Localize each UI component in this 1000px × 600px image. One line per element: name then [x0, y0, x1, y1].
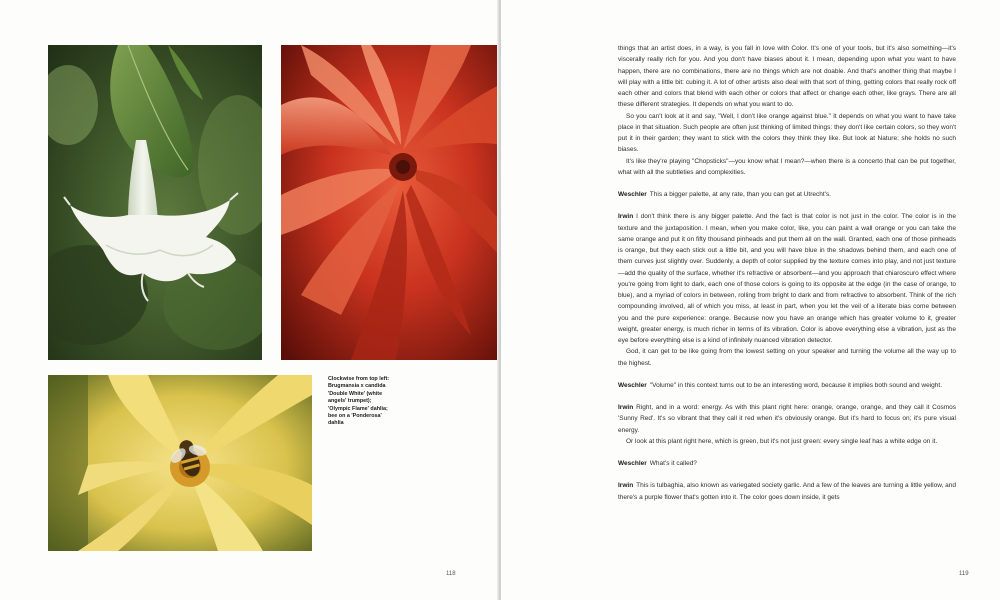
text-paragraph [618, 380, 956, 391]
bee-dahlia-photo [48, 375, 312, 551]
paragraph-text: This is tulbaghia, also known as variegated society garlic. And a few of the leaves are turning a little yellow, and there's a purple flower that's gotten into it. The color goes down inside, it gets [618, 482, 956, 501]
paragraph-text: God, it can get to be like going from the lowest setting on your speaker and turning the volume all the way up to the highest. [618, 348, 956, 367]
interview-text [618, 43, 956, 503]
paragraph-text: Or look at this plant right here, which is green, but it's not just green: every single leaf has a white edge on it. [626, 437, 938, 445]
speaker-name: Weschler [618, 460, 647, 467]
text-paragraph [618, 480, 956, 503]
text-paragraph [618, 458, 956, 469]
text-paragraph [618, 189, 956, 200]
paragraph-text: This a bigger palette, at any rate, than you can get at Utrecht's. [649, 191, 831, 198]
paragraph-text: So you can't look at it and say, "Well, I don't like orange against blue." It depends on what you want to have take place in that situation. Such people are often just thinking of limited things: they don't like certain colors, so they won't put it in their garden; they want to stick with the colors they think they like. But look at Nature: she holds no such biases. [618, 112, 956, 154]
page-number-left: 118 [446, 571, 456, 577]
text-paragraph [618, 402, 956, 436]
paragraph-text: Right, and in a word: energy. As with this plant right here: orange, orange, orange, and they call it Cosmos 'Sunny Red'. It's so vibrant that they call it red when it's obviously orange. But it's hard to focus on; it's pure visual energy. [618, 404, 956, 434]
right-page [501, 0, 1000, 600]
paragraph-text: "Volume" in this context turns out to be an interesting word, because it implies both sound and weight. [649, 381, 943, 389]
speaker-name: Irwin [618, 482, 634, 490]
speaker-name: Irwin [618, 404, 634, 411]
speaker-name: Weschler [618, 191, 647, 198]
text-paragraph [618, 211, 956, 346]
speaker-name: Weschler [618, 381, 647, 389]
page-number-right: 119 [959, 571, 969, 577]
text-paragraph [618, 156, 956, 179]
paragraph-text: It's like they're playing "Chopsticks"—you know what I mean?—when there is a concerto that can be put together, what with all the subtleties and complexities. [618, 157, 956, 176]
text-paragraph [618, 436, 956, 447]
photo-caption: Clockwise from top left: Brugmansia x candida 'Double White' (white angels' trumpet); 'Olympic Flame' dahlia; bee on a 'Ponderosa' dahlia [328, 376, 390, 427]
paragraph-text: things that an artist does, in a way, is you fall in love with Color. It's one of your tools, but it's also something—it's viscerally really rich for you. And you don't have biases about it. I mean, depending upon what you want to have happen, there are no combinations, there are no things which are not doable. And that's another thing that maybe I will play with a little bit: cubing it. A lot of other artists also deal with that sort of thing, getting colors that really rock off each other and colors that blend with each other or colors that affect or change each other, like grays. There are all these different strategies. It depends on what you want to do. [618, 45, 956, 109]
left-page [0, 0, 499, 600]
brugmansia-photo [48, 45, 262, 360]
paragraph-text: I don't think there is any bigger palette. And the fact is that color is not just in the color. The color is in the texture and the juxtaposition. I mean, when you make color, like, you can paint a wall orange or you can take the same orange and put it on fifty thousand pinheads and put them all on the wall. Granted, each one of those pinheads is orange, but they each stick out a little bit, and you will have blue in the shadows behind them, and each one of them curves just slightly over. Suddenly, a depth of color supplied by the texture comes into play, and not just texture—add the quality of the surface, whether it's refractive or absorbent—and you approach that chiaroscuro effect where you're going from light to dark, each one of those colors is going to its opposite at the edge (in the case of orange, to blue), and a myriad of colors in between, rolling from bright to dark and from refractive to absorbent. Think of the rich compounding involved, all of which you miss, at least in part, when you let the veil of a literate bias come between you and the pure experience: orange. Because now you have an orange which has greater volume to it, greater weight, greater energy, is much richer in terms of its vibration. Color is above everything else a vibration, just as the eye before everything else is a kind of infinitely nuanced vibration detector. [618, 213, 956, 344]
text-paragraph [618, 43, 956, 111]
speaker-name: Irwin [618, 213, 634, 221]
text-paragraph [618, 111, 956, 156]
paragraph-text: What's it called? [649, 460, 697, 467]
red-dahlia-photo [281, 45, 499, 360]
text-paragraph [618, 346, 956, 369]
